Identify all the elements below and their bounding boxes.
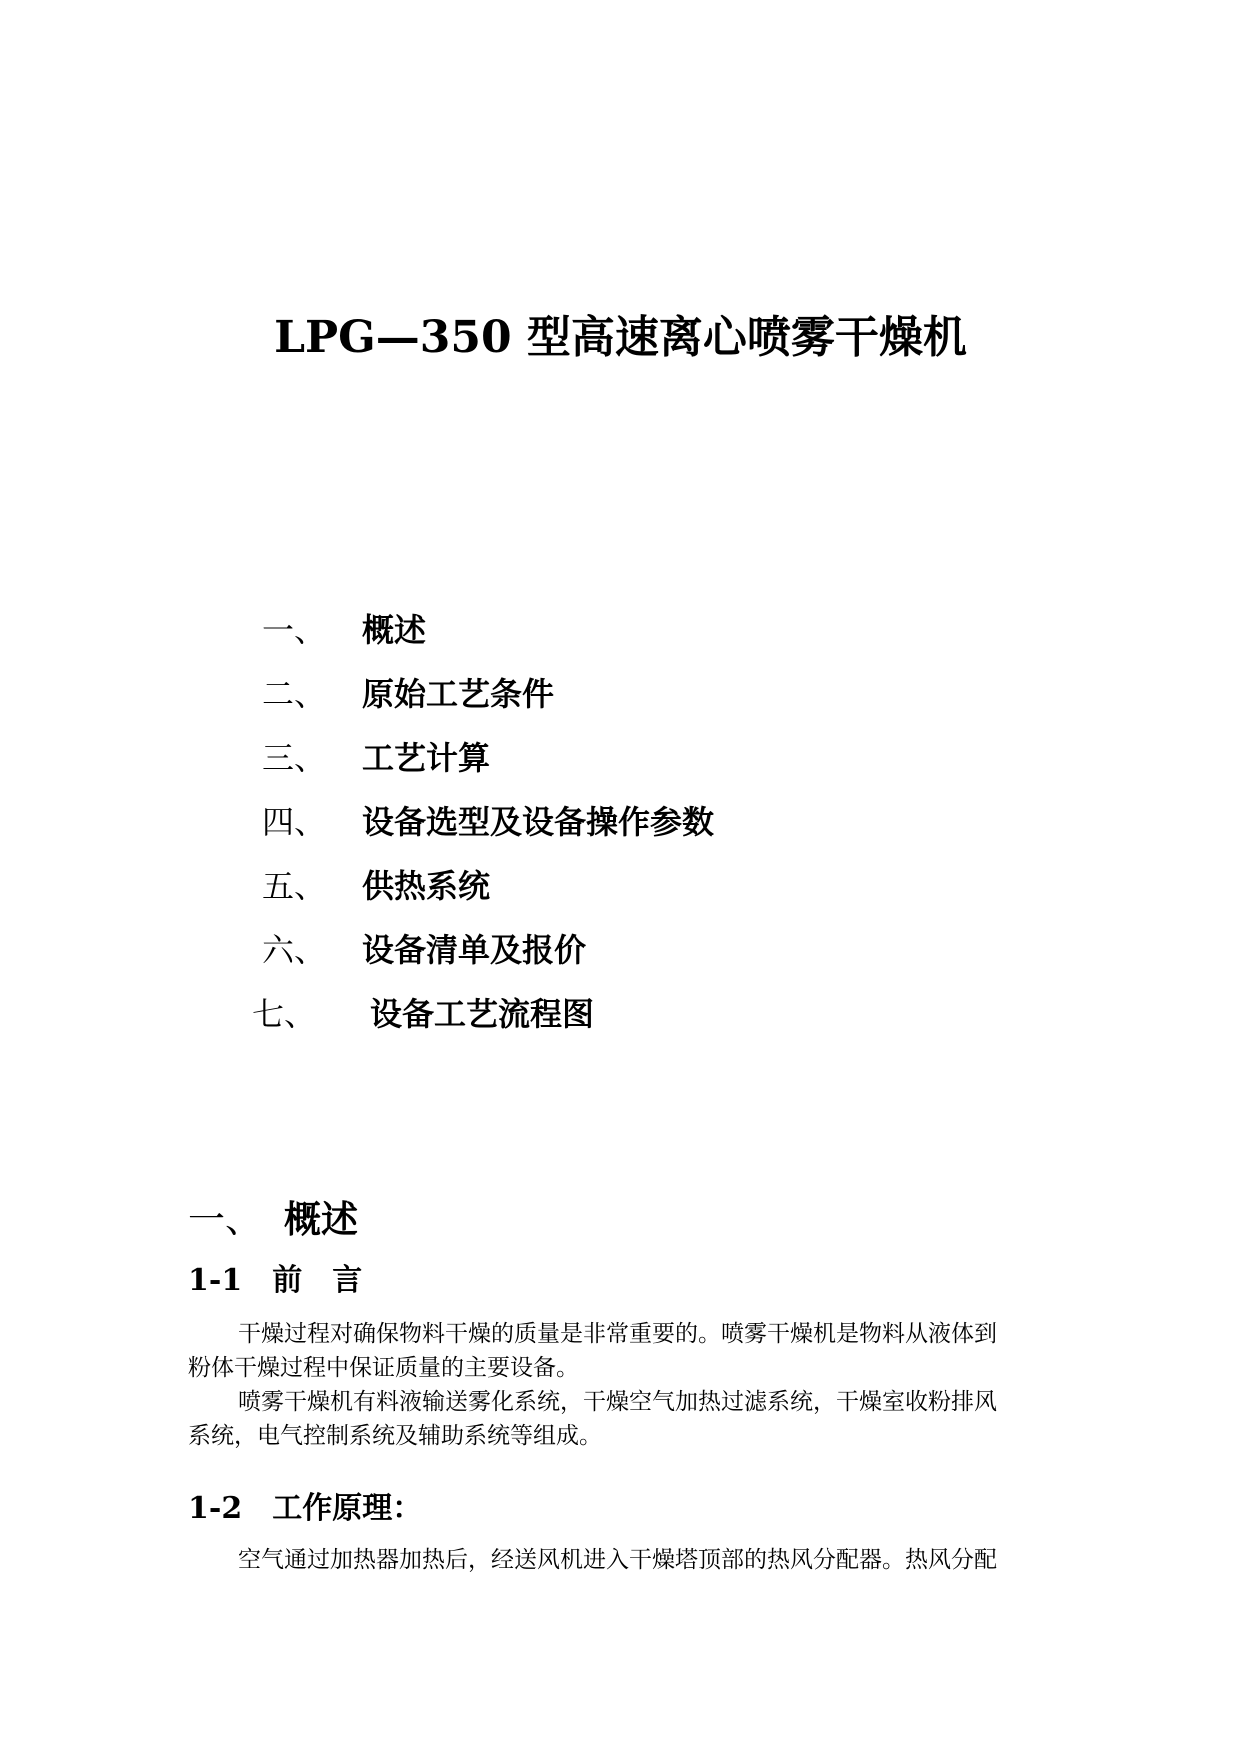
paragraph-line: 粉体干燥过程中保证质量的主要设备。: [188, 1355, 579, 1381]
subsection-heading-1-1: [188, 1262, 362, 1300]
paragraph-preface-1: [188, 1317, 1058, 1385]
toc-item-number: 七、: [252, 995, 317, 1033]
section-title: 概述: [284, 1197, 358, 1241]
paragraph-preface-2: [188, 1385, 1058, 1453]
toc-item-label: 设备工艺流程图: [370, 995, 595, 1033]
subsection-number: 1-2: [188, 1491, 243, 1526]
toc-item-number: 四、: [262, 803, 327, 841]
subsection-number: 1-1: [188, 1263, 243, 1298]
toc-item-label: 设备选型及设备操作参数: [362, 803, 715, 841]
toc-item-label: 概述: [362, 611, 427, 649]
paragraph-line: 空气通过加热器加热后，经送风机进入干燥塔顶部的热风分配器。热风分配: [238, 1547, 997, 1573]
paragraph-line: 喷雾干燥机有料液输送雾化系统，干燥空气加热过滤系统，干燥室收粉排风: [238, 1389, 997, 1415]
subsection-heading-1-2: [188, 1490, 422, 1528]
toc-item-number: 三、: [262, 739, 327, 777]
toc-item-label: 供热系统: [362, 867, 491, 905]
toc-item-label: 原始工艺条件: [362, 675, 555, 713]
toc-item-number: 五、: [262, 867, 327, 905]
subsection-title: 前 言: [272, 1263, 363, 1298]
subsection-title: 工作原理：: [272, 1491, 423, 1526]
paragraph-line: 系统，电气控制系统及辅助系统等组成。: [188, 1423, 602, 1449]
paragraph-line: 干燥过程对确保物料干燥的质量是非常重要的。喷雾干燥机是物料从液体到: [238, 1321, 997, 1347]
toc-item-number: 二、: [262, 675, 327, 713]
toc-item-label: 设备清单及报价: [362, 931, 587, 969]
toc-item-number: 六、: [262, 931, 327, 969]
paragraph-working-principle: [188, 1543, 1058, 1577]
section-number: 一、: [188, 1198, 262, 1241]
toc-item-label: 工艺计算: [362, 739, 491, 777]
toc-item-number: 一、: [262, 611, 327, 649]
document-title: LPG—350 型高速离心喷雾干燥机: [274, 312, 967, 363]
section-heading: [188, 1196, 358, 1243]
